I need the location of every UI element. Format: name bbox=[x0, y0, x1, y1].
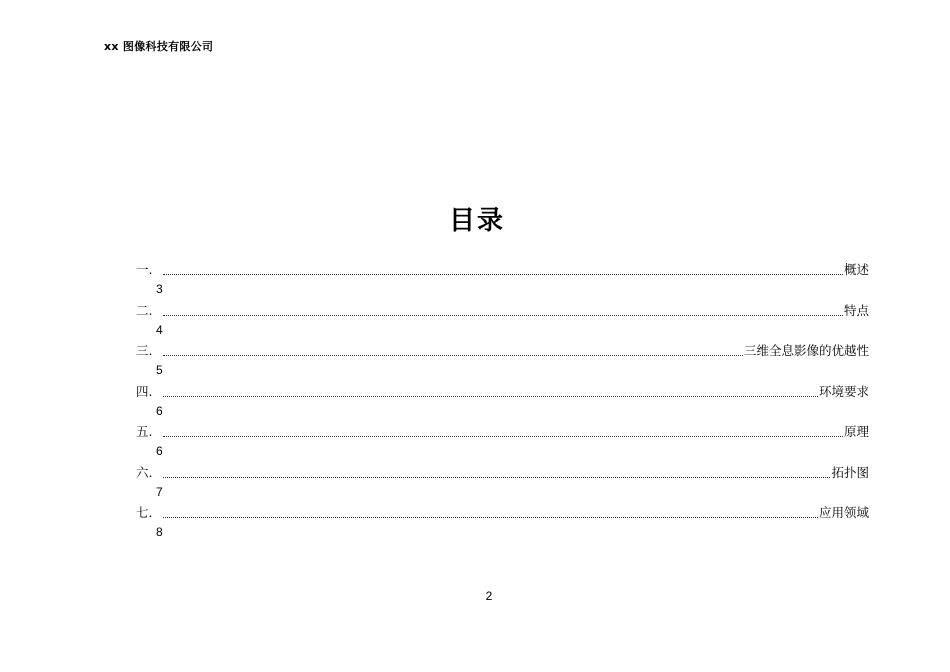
toc-entry[interactable] bbox=[136, 384, 869, 425]
toc-entry-page: 8 bbox=[156, 525, 163, 539]
toc-entry-number: 四. bbox=[136, 383, 153, 399]
toc-entry[interactable] bbox=[136, 424, 869, 465]
table-of-contents bbox=[136, 262, 869, 546]
toc-entry-page: 4 bbox=[156, 322, 163, 337]
toc-entry-label[interactable]: 概述 bbox=[843, 262, 869, 277]
toc-dot-leader bbox=[163, 385, 818, 397]
toc-entry-page: 5 bbox=[156, 363, 163, 377]
toc-entry[interactable] bbox=[136, 343, 869, 384]
toc-dot-leader bbox=[163, 466, 830, 478]
toc-entry-number: 一. bbox=[136, 262, 153, 277]
toc-entry[interactable] bbox=[136, 505, 869, 546]
toc-entry-page: 7 bbox=[156, 484, 163, 499]
toc-entry[interactable] bbox=[136, 262, 869, 303]
toc-title: 目录 bbox=[448, 206, 505, 236]
toc-dot-leader bbox=[163, 344, 743, 356]
toc-dot-leader bbox=[163, 263, 843, 275]
toc-dot-leader bbox=[163, 304, 843, 316]
toc-entry-page: 6 bbox=[156, 444, 163, 458]
toc-entry-label[interactable]: 拓扑图 bbox=[831, 464, 869, 480]
toc-entry[interactable] bbox=[136, 303, 869, 344]
company-header: xx 图像科技有限公司 bbox=[104, 40, 214, 53]
toc-entry-number: 六. bbox=[136, 464, 153, 480]
toc-entry[interactable] bbox=[136, 465, 869, 506]
toc-entry-label[interactable]: 环境要求 bbox=[818, 383, 869, 399]
toc-entry-number: 三. bbox=[136, 343, 153, 358]
page-number: 2 bbox=[485, 589, 493, 603]
toc-entry-number: 二. bbox=[136, 302, 153, 318]
toc-entry-label[interactable]: 三维全息影像的优越性 bbox=[743, 343, 869, 358]
toc-entry-number: 五. bbox=[136, 424, 153, 439]
toc-entry-number: 七. bbox=[136, 505, 153, 520]
toc-entry-label[interactable]: 原理 bbox=[843, 424, 869, 439]
toc-entry-label[interactable]: 特点 bbox=[843, 302, 869, 318]
toc-dot-leader bbox=[163, 506, 818, 518]
toc-entry-page: 3 bbox=[156, 282, 163, 296]
toc-dot-leader bbox=[163, 425, 843, 437]
toc-entry-label[interactable]: 应用领域 bbox=[818, 505, 869, 520]
toc-entry-page: 6 bbox=[156, 403, 163, 418]
